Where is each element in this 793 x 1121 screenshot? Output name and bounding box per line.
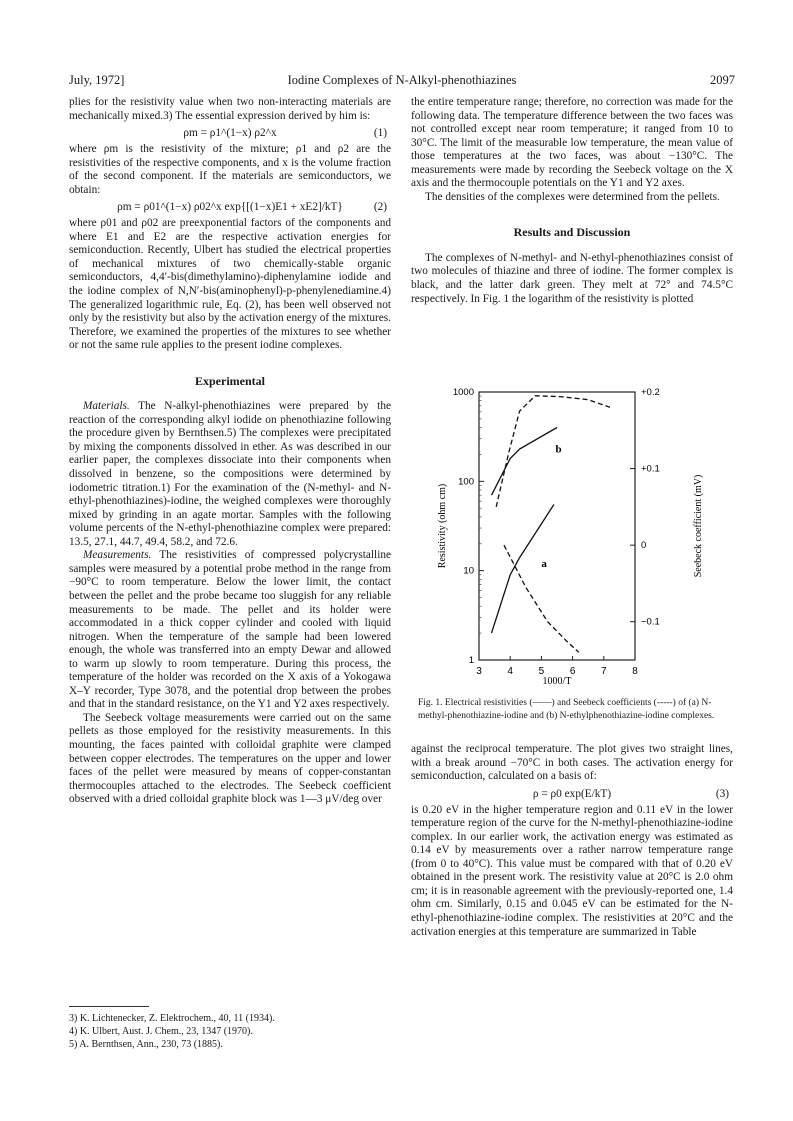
right-column-top [411, 96, 733, 306]
paragraph: plies for the resistivity value when two non-interacting materials are mechanically mixed.3) The essential expression derived by him is: [69, 96, 391, 122]
section-heading-results: Results and Discussion [513, 225, 631, 240]
measurements-text: The resistivities of compressed polycrystalline samples were measured by a potential probe method in the range from −90°C to room temperature. Below the lower limit, the contact between the pellet and the probe became too sluggish for any reliable measurements to be made. The pellet and its holder were accommodated in a thick copper cylinder and cooled with liquid nitrogen. When the temperature of the sample had been lowered enough, the whole was transferred into an empty Dewar and allowed to warm up slowly to room temperature. During this process, the temperature of the holder was recorded on the X axis of a Yokogawa X–Y recorder, Type 3078, and the potential drop between the probes and that in the standard resistance, on the Y1 and Y2 axes respectively. [69, 549, 391, 711]
footnotes [69, 1012, 391, 1051]
paragraph: is 0.20 eV in the higher temperature region and 0.11 eV in the lower temperature region of the curve for the N-methyl-phenothiazine-iodine complex. In our earlier work, the activation energy was estimated as 0.14 eV by measurements over a rather narrow temperature range (from 0 to 40°C). This value must be compared with that of 0.20 eV obtained in the present work. The resistivity value at 20°C is 2.0 ohm cm; it is in reasonable agreement with the previously-reported one, 1.4 ohm cm. Similarly, 0.15 and 0.045 eV can be estimated for the N-ethyl-phenothiazine-iodine complex. The resistivities at 20°C and the activation energies at this temperature are summarized in Table [411, 803, 733, 938]
equation-number: (1) [373, 127, 387, 140]
y-right-tick-label: 0 [641, 540, 647, 552]
equation-number: (2) [373, 201, 387, 214]
paragraph: The Seebeck voltage measurements were carried out on the same pellets as those employed for the resistivity measurements. In this mounting, the faces painted with colloidal graphite were clamped between copper electrodes. The temperatures on the upper and lower faces of the pellet were measured by means of copper-constantan thermocouples attached to the electrodes. The Seebeck coefficient observed with a dried colloidal graphite block was 1—3 μV/deg over [69, 711, 391, 806]
y-left-tick-label: 1000 [452, 387, 474, 398]
x-tick-label: 6 [569, 666, 576, 677]
paragraph: where ρ01 and ρ02 are preexponential factors of the components and where E1 and E2 are the respective activation energies for semiconduction. Recently, Ulbert has studied the electrical properties of mechanical mixtures of two chemically-stable organic semiconductors, 4,4′-bis(dimethylamino)-diphenylamine iodide and the iodine complex of N,N′-bis(aminophenyl)-p-phenylenediamine.4) The generalized logarithmic rule, Eq. (2), has been well observed not only by the resistivity but also by the activation energy of the mixtures. Therefore, we examined the properties of the mixtures to see whether or not the same rule applies to the present iodine complexes. [69, 217, 392, 352]
paragraph-measurements [69, 549, 391, 712]
figure-1 [411, 384, 733, 684]
x-tick-label: 5 [538, 666, 545, 677]
subhead-measurements: Measurements. [83, 549, 152, 562]
header-date: July, 1972] [69, 73, 125, 87]
x-tick-label: 7 [601, 666, 607, 677]
series-label-a: a [541, 557, 547, 570]
equation-number: (3) [715, 787, 729, 800]
materials-text: The N-alkyl-phenothiazines were prepared by the reaction of the corresponding alkyl iodide on phenothiazine following the procedure given by Bernthsen.5) The complexes were precipitated by mixing the components dissolved in ether. As was described in our earlier paper, the complexes dissociate into their components when dissolved in benzene, so the compositions were determined by iodometric titration.1) For the examination of the (N-methyl- and N-ethyl-phenothiazines)-iodine, the weighed complexes were thoroughly mixed by grinding in an agate mortar. Samples with the following volume percents of the N-ethyl-phenothiazine complex were prepared: 13.5, 27.1, 44.7, 49.4, 58.2, and 72.6. [69, 400, 391, 548]
y-right-tick-label: +0.2 [641, 387, 660, 398]
equation-1 [69, 125, 391, 141]
right-column-bottom [411, 743, 733, 939]
y-left-tick-label: 1 [468, 655, 474, 666]
figure-caption: Fig. 1. Electrical resistivities (——) and Seebeck coefficients (-----) of (a) N-methyl-phenothiazine-iodine and (b) N-ethylphenothiazine-iodine complexes. [418, 698, 715, 721]
paragraph: where ρm is the resistivity of the mixture; ρ1 and ρ2 are the resistivities of the respective components, and x is the volume fraction of the second component. If the materials are semiconductors, we obtain: [69, 143, 391, 196]
y-left-axis-label: Resistivity (ohm cm) [437, 483, 448, 569]
running-header [69, 73, 735, 89]
header-title: Iodine Complexes of N-Alkyl-phenothiazines [287, 73, 517, 87]
series-b-seebeck [496, 396, 610, 507]
footnote: 5) A. Bernthsen, Ann., 230, 73 (1885). [69, 1039, 223, 1050]
x-tick-label: 8 [632, 666, 638, 677]
paragraph: The densities of the complexes were determined from the pellets. [425, 190, 720, 203]
subhead-materials: Materials. [83, 400, 130, 413]
y-right-tick-label: −0.1 [641, 616, 660, 628]
y-right-tick-label: +0.1 [641, 463, 660, 475]
page-number: 2097 [710, 73, 735, 87]
equation-3 [411, 786, 733, 802]
series-b-resistivity [492, 428, 558, 496]
chart [411, 384, 733, 684]
paragraph: against the reciprocal temperature. The plot gives two straight lines, with a break around −70°C in both cases. The activation energy for semiconduction, calculated on a basis of: [411, 743, 733, 783]
plot-frame [479, 392, 635, 660]
equation-text: ρm = ρ01^(1−x) ρ02^x exp{[(1−x)E1 + xE2]/kT} [117, 201, 343, 214]
section-heading-experimental: Experimental [195, 373, 265, 388]
paragraph-materials [69, 400, 391, 549]
x-tick-label: 4 [507, 666, 513, 677]
y-left-tick-label: 10 [463, 565, 474, 577]
x-axis-label: 1000/T [542, 676, 572, 684]
series-label-b: b [555, 443, 562, 456]
footnote: 3) K. Lichtenecker, Z. Elektrochem., 40, 11 (1934). [69, 1013, 275, 1024]
y-left-tick-label: 100 [458, 476, 474, 488]
paragraph: the entire temperature range; therefore, no correction was made for the following data. The temperature difference between the two faces was not controlled except near room temperature; it ranged from 10 to 30°C. The limit of the measurable low temperature, the mean value of those temperatures at the two faces, was about −130°C. The measurements were made by recording the Seebeck voltage on the X axis and the thermocouple potentials on the Y1 and Y2 axes. [411, 96, 733, 190]
equation-text: ρm = ρ1^(1−x) ρ2^x [183, 127, 277, 140]
equation-2 [69, 199, 391, 215]
paragraph: The complexes of N-methyl- and N-ethyl-phenothiazines consist of two molecules of thiazine and three of iodine. The former complex is black, and the latter dark green. They melt at 72° and 74.5°C respectively. In Fig. 1 the logarithm of the resistivity is plotted [411, 251, 733, 305]
footnote: 4) K. Ulbert, Aust. J. Chem., 23, 1347 (1970). [69, 1026, 253, 1037]
equation-text: ρ = ρ0 exp(E/kT) [532, 787, 612, 800]
left-column [69, 96, 391, 807]
x-tick-label: 3 [476, 666, 482, 677]
y-right-axis-label: Seebeck coefficient (mV) [693, 474, 704, 578]
footnote-rule [69, 1006, 149, 1007]
